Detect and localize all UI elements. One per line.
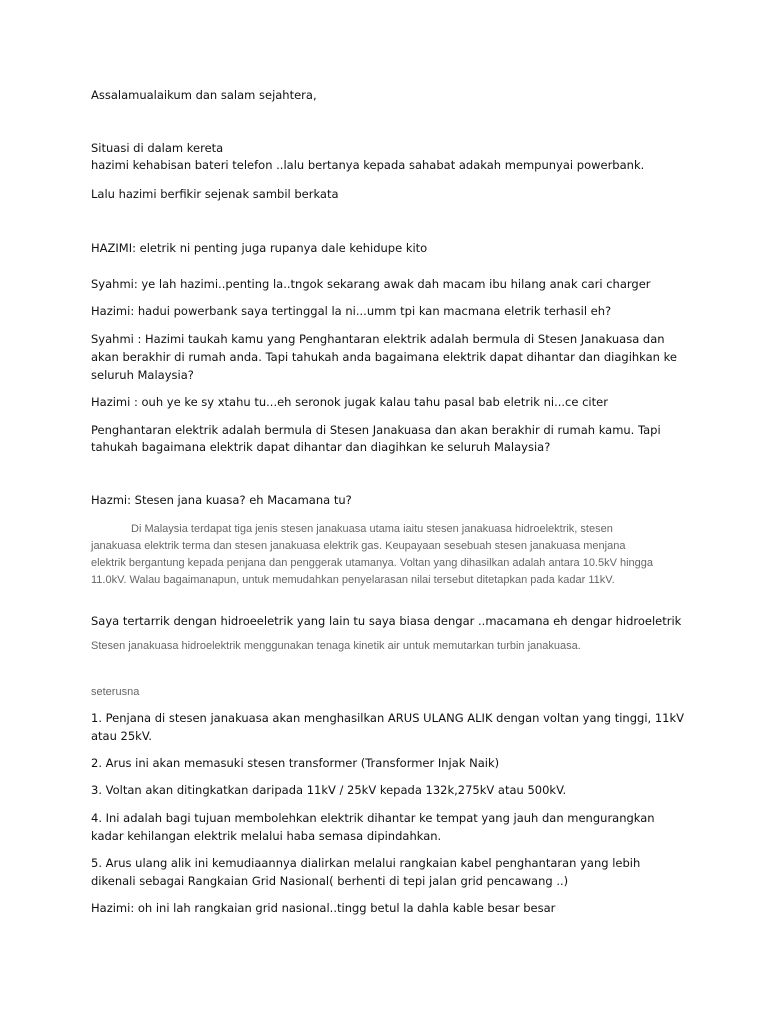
- lalu-text: Lalu hazimi berfikir sejenak sambil berkata: [91, 187, 339, 201]
- syahmi-line-2b: akan berakhir di rumah anda. Tapi tahukah anda bagaimana elektrik dapat dihantar dan diagihkan ke: [91, 350, 677, 364]
- info-line-2: janakuasa elektrik terma dan stesen janakuasa elektrik gas. Keupayaan sesebuah stesen janakuasa menjana: [91, 540, 626, 552]
- tertarik-text: Saya tertarrik dengan hidroeeletrik yang lain tu saya biasa dengar ..macamana eh dengar hidroeletrik: [91, 614, 682, 628]
- step-4-line-2: kadar kehilangan elektrik melalui haba semasa dipindahkan.: [91, 829, 442, 843]
- step-2-text: 2. Arus ini akan memasuki stesen transformer (Transformer Injak Naik): [91, 756, 500, 770]
- step-5-line-1: 5. Arus ulang alik ini kemudiaannya dialirkan melalui rangkaian kabel penghantaran yang lebih: [91, 856, 641, 870]
- syahmi-line-1: Syahmi: ye lah hazimi..penting la..tngok sekarang awak dah macam ibu hilang anak cari charger: [91, 277, 651, 291]
- step-1-line-2: atau 25kV.: [91, 729, 152, 743]
- step-4-line-1: 4. Ini adalah bagi tujuan membolehkan elektrik dihantar ke tempat yang jauh dan mengurangkan: [91, 811, 655, 825]
- penghantaran-line-2: tahukah bagaimana elektrik dapat dihantar dan diagihkan ke seluruh Malaysia?: [91, 440, 551, 454]
- info-line-3: elektrik bergantung kepada penjana dan penggerak utamanya. Voltan yang dihasilkan adalah antara 10.5kV hingga: [91, 557, 654, 569]
- situasi-text: hazimi kehabisan bateri telefon ..lalu bertanya kepada sahabat adakah mempunyai powerbank.: [91, 158, 645, 172]
- hazimi-line-3: Hazimi : ouh ye ke sy xtahu tu...eh seronok jugak kalau tahu pasal bab eletrik ni...ce citer: [91, 395, 608, 409]
- hidro-info-text: Stesen janakuasa hidroelektrik menggunakan tenaga kinetik air untuk memutarkan turbin janakuasa.: [91, 640, 581, 652]
- info-line-1: Di Malaysia terdapat tiga jenis stesen janakuasa utama iaitu stesen janakuasa hidroelektrik, stesen: [131, 523, 613, 535]
- situasi-title: Situasi di dalam kereta: [91, 141, 224, 155]
- hazimi-line-1: HAZIMI: eletrik ni penting juga rupanya dale kehidupe kito: [91, 241, 428, 255]
- syahmi-line-2c: seluruh Malaysia?: [91, 368, 194, 382]
- seterusna-text: seterusna: [91, 686, 140, 698]
- hazimi-end-text: Hazimi: oh ini lah rangkaian grid nasional..tingg betul la dahla kable besar besar: [91, 901, 556, 915]
- greeting-text: Assalamualaikum dan salam sejahtera,: [91, 88, 317, 102]
- hazimi-line-2: Hazimi: hadui powerbank saya tertinggal la ni...umm tpi kan macmana eletrik terhasil eh?: [91, 304, 612, 318]
- penghantaran-line-1: Penghantaran elektrik adalah bermula di Stesen Janakuasa dan akan berakhir di rumah kamu. Tapi: [91, 423, 661, 437]
- hazmi-question: Hazmi: Stesen jana kuasa? eh Macamana tu?: [91, 493, 352, 507]
- syahmi-line-2a: Syahmi : Hazimi taukah kamu yang Penghantaran elektrik adalah bermula di Stesen Janakuasa dan: [91, 332, 665, 346]
- info-line-4: 11.0kV. Walau bagaimanapun, untuk memudahkan penyelarasan nilai tersebut ditetapkan pada kadar 11kV.: [91, 574, 615, 586]
- step-5-line-2: dikenali sebagai Rangkaian Grid Nasional( berhenti di tepi jalan grid pencawang ..): [91, 874, 569, 888]
- step-3-text: 3. Voltan akan ditingkatkan daripada 11kV / 25kV kepada 132k,275kV atau 500kV.: [91, 783, 567, 797]
- step-1-line-1: 1. Penjana di stesen janakuasa akan menghasilkan ARUS ULANG ALIK dengan voltan yang tinggi, 11kV: [91, 711, 684, 725]
